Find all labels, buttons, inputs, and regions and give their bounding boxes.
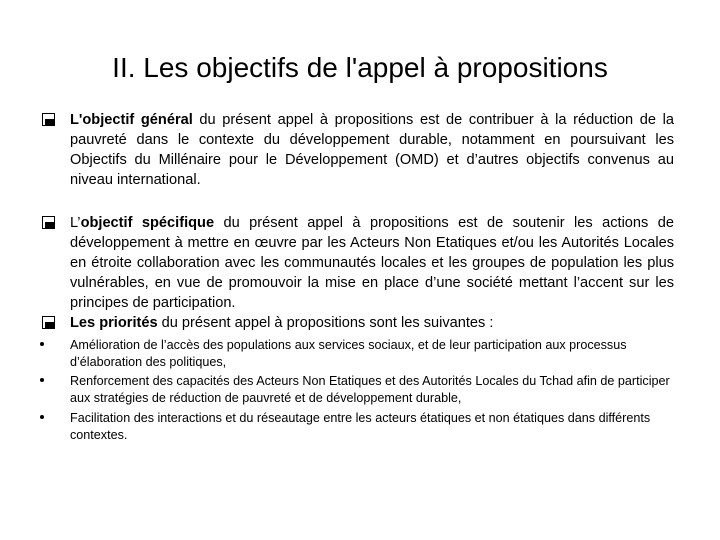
sub-bullet-text: Facilitation des interactions et du réseautage entre les acteurs étatiques et non étatiques dans différents contextes.	[70, 411, 651, 442]
sub-bullet-item	[40, 337, 680, 371]
bullet-priorities	[42, 313, 674, 333]
bullet-bold-label: Les priorités	[70, 315, 158, 331]
sub-bullet-text: Amélioration de l’accès des populations aux services sociaux, et de leur participation aux processus d’élaboration des politiques,	[70, 338, 627, 369]
slide-title: II. Les objectifs de l'appel à propositions	[112, 52, 608, 83]
bullet-dot-icon	[40, 378, 44, 382]
bullet-dot-icon	[40, 415, 44, 419]
bullet-text	[70, 213, 674, 313]
sub-bullet-text: Renforcement des capacités des Acteurs Non Etatiques et des Autorités Locales du Tchad afin de participer aux stratégies de réduction de pauvreté et de développement durable,	[70, 374, 670, 405]
bullet-dot-icon	[40, 342, 44, 346]
bullet-bold-label: objectif spécifique	[80, 215, 215, 231]
bullet-specific-objective	[42, 213, 674, 313]
checkbox-bullet-icon	[42, 316, 55, 329]
bullet-bold-label: L'objectif général	[70, 112, 193, 128]
bullet-lead: L’	[70, 215, 81, 231]
bullet-text	[70, 313, 674, 333]
bullet-text	[70, 110, 674, 190]
bullet-body: du présent appel à propositions est de contribuer à la réduction de la pauvreté dans le contexte du développement durable, notamment en poursuivant les Objectifs du Millénaire pour le Développement (OMD) et d’autres objectifs convenus au niveau international.	[70, 112, 674, 188]
bullet-general-objective	[42, 110, 674, 190]
bullet-body: du présent appel à propositions est de soutenir les actions de développement à mettre en œuvre par les Acteurs Non Etatiques et/ou les Autorités Locales en étroite collaboration avec les communautés locales et les groupes de population les plus vulnérables, en vue de promouvoir la mise en place d’une société mettant l’accent sur les principes de participation.	[70, 215, 675, 311]
sub-bullet-item	[40, 373, 680, 407]
sub-bullet-item	[40, 410, 680, 444]
checkbox-bullet-icon	[42, 113, 55, 126]
bullet-body: du présent appel à propositions sont les suivantes :	[157, 315, 494, 331]
checkbox-bullet-icon	[42, 216, 55, 229]
